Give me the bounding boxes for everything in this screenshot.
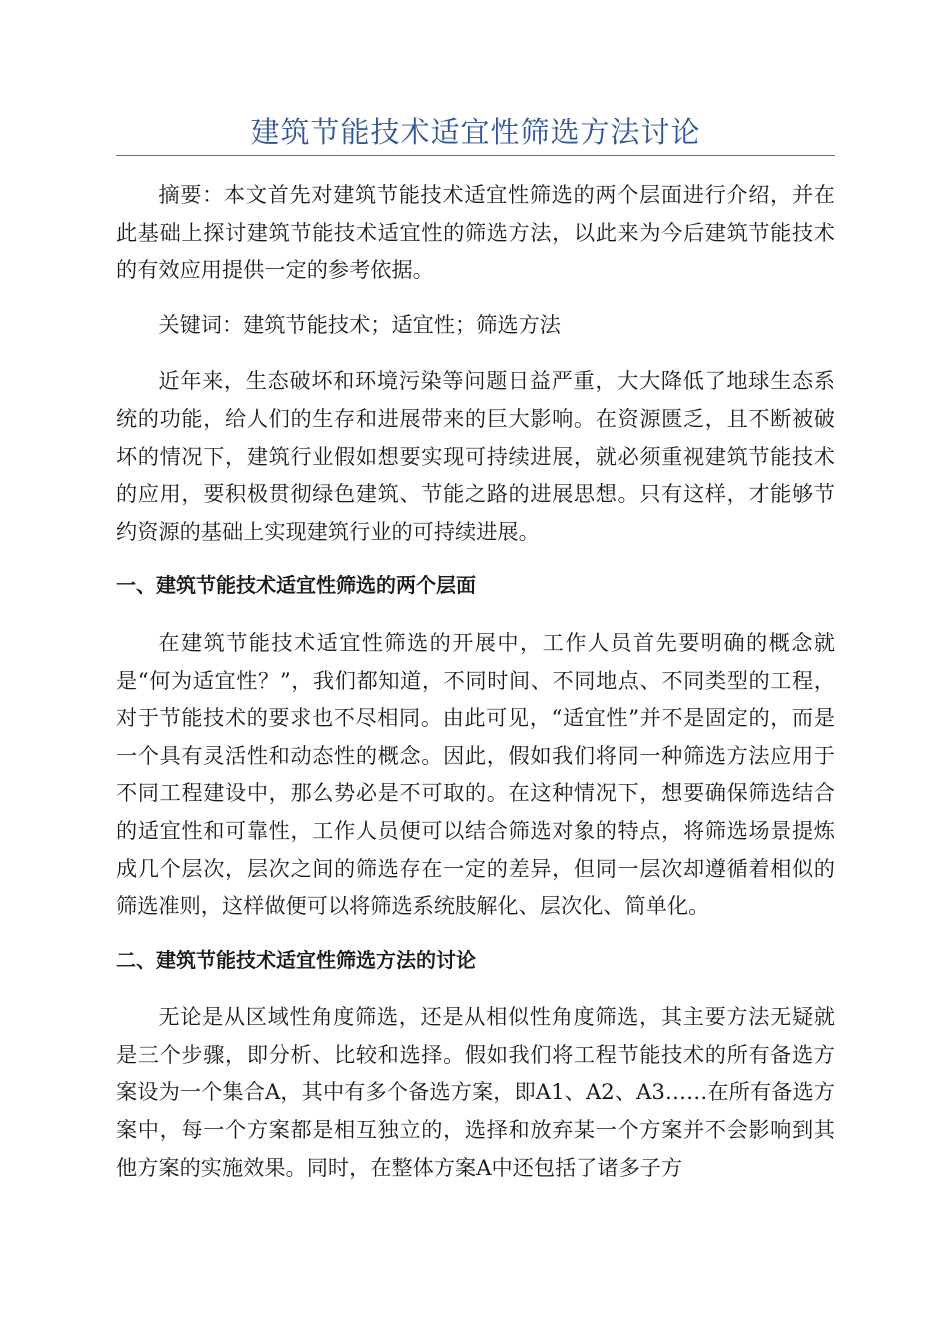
section-1-paragraph: 在建筑节能技术适宜性筛选的开展中，工作人员首先要明确的概念就是“何为适宜性？”，我们都知道，不同时间、不同地点、不同类型的工程，对于节能技术的要求也不尽相同。由此可见，“适宜性”并不是固定的，而是一个具有灵活性和动态性的概念。因此，假如我们将同一种筛选方法应用于不同工程建设中，那么势必是不可取的。在这种情况下，想要确保筛选结合的适宜性和可靠性，工作人员便可以结合筛选对象的特点，将筛选场景提炼成几个层次，层次之间的筛选存在一定的差异，但同一层次却遵循着相似的筛选准则，这样做便可以将筛选系统肢解化、层次化、简单化。 <box>116 629 835 919</box>
section-1-heading: 一、建筑节能技术适宜性筛选的两个层面 <box>116 573 476 598</box>
section-2-heading: 二、建筑节能技术适宜性筛选方法的讨论 <box>116 947 476 972</box>
section-2-paragraph: 无论是从区域性角度筛选，还是从相似性角度筛选，其主要方法无疑就是三个步骤，即分析、比较和选择。假如我们将工程节能技术的所有备选方案设为一个集合A，其中有多个备选方案，即A1、A2、A3……在所有备选方案中，每一个方案都是相互独立的，选择和放弃某一个方案并不会影响到其他方案的实施效果。同时，在整体方案A中还包括了诸多子方 <box>116 1004 835 1180</box>
abstract-paragraph: 摘要：本文首先对建筑节能技术适宜性筛选的两个层面进行介绍，并在此基础上探讨建筑节能技术适宜性的筛选方法，以此来为今后建筑节能技术的有效应用提供一定的参考依据。 <box>116 182 835 283</box>
document-title: 建筑节能技术适宜性筛选方法讨论 <box>250 115 701 149</box>
document-body <box>116 176 835 1203</box>
intro-paragraph: 近年来，生态破坏和环境污染等问题日益严重，大大降低了地球生态系统的功能，给人们的生存和进展带来的巨大影响。在资源匮乏，且不断被破坏的情况下，建筑行业假如想要实现可持续进展，就必须重视建筑节能技术的应用，要积极贯彻绿色建筑、节能之路的进展思想。只有这样，才能够节约资源的基础上实现建筑行业的可持续进展。 <box>116 368 835 544</box>
title-underline <box>116 155 835 156</box>
keywords-paragraph: 关键词：建筑节能技术；适宜性；筛选方法 <box>158 311 561 337</box>
